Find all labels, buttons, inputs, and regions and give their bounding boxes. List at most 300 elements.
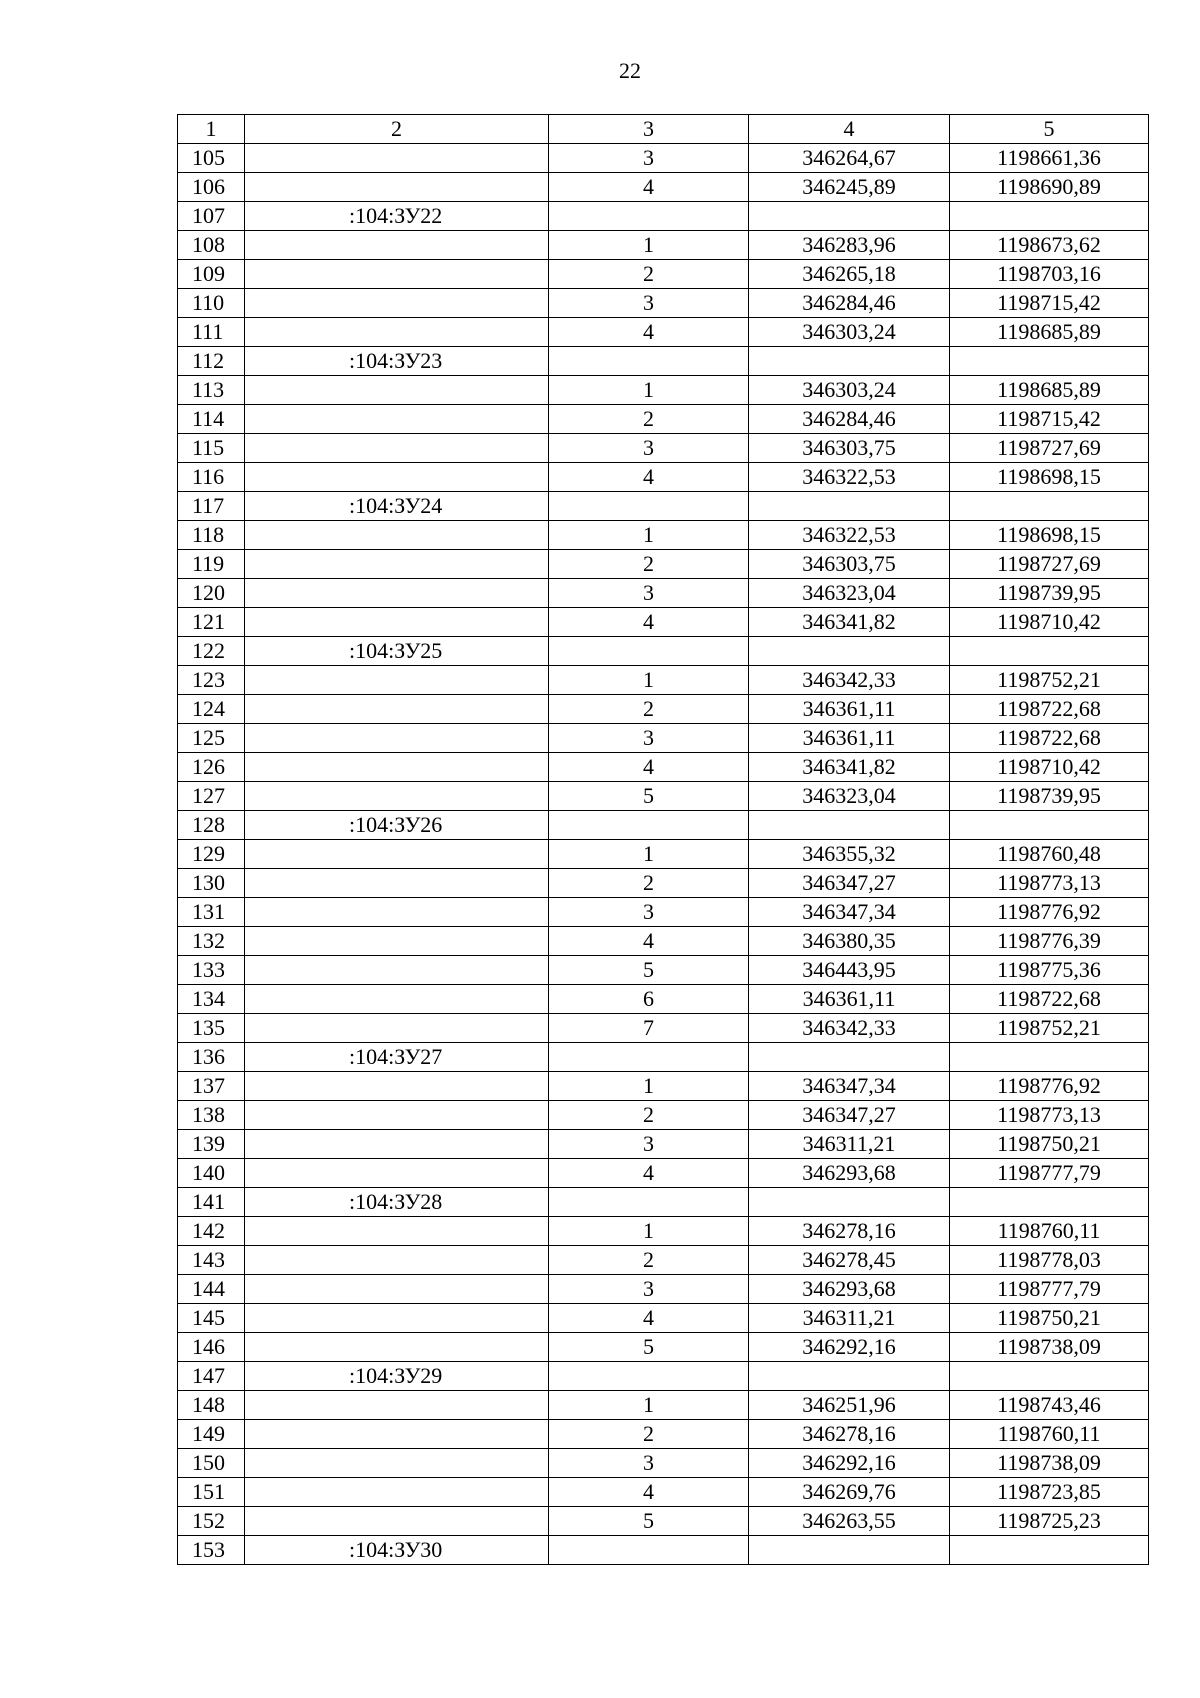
x-coordinate-cell: 346322,53 xyxy=(749,521,950,550)
table-row xyxy=(178,550,1149,579)
table-row xyxy=(178,1246,1149,1275)
parcel-label-cell xyxy=(245,695,549,724)
table-body xyxy=(178,144,1149,1565)
x-coordinate-cell xyxy=(749,637,950,666)
table-row xyxy=(178,753,1149,782)
point-number-cell: 1 xyxy=(549,666,749,695)
table-row xyxy=(178,1478,1149,1507)
row-number-cell: 124 xyxy=(178,695,245,724)
point-number-cell: 4 xyxy=(549,463,749,492)
parcel-label-cell xyxy=(245,1391,549,1420)
row-number-cell: 139 xyxy=(178,1130,245,1159)
table-row xyxy=(178,1217,1149,1246)
row-number-cell: 150 xyxy=(178,1449,245,1478)
table-row xyxy=(178,840,1149,869)
row-number-cell: 141 xyxy=(178,1188,245,1217)
parcel-label-cell xyxy=(245,173,549,202)
y-coordinate-cell xyxy=(950,1536,1149,1565)
row-number-cell: 112 xyxy=(178,347,245,376)
point-number-cell xyxy=(549,492,749,521)
point-number-cell: 4 xyxy=(549,173,749,202)
point-number-cell: 2 xyxy=(549,1246,749,1275)
y-coordinate-cell: 1198775,36 xyxy=(950,956,1149,985)
y-coordinate-cell: 1198750,21 xyxy=(950,1304,1149,1333)
point-number-cell: 1 xyxy=(549,1391,749,1420)
x-coordinate-cell: 346361,11 xyxy=(749,724,950,753)
row-number-cell: 113 xyxy=(178,376,245,405)
y-coordinate-cell: 1198777,79 xyxy=(950,1159,1149,1188)
table-row xyxy=(178,1275,1149,1304)
row-number-cell: 121 xyxy=(178,608,245,637)
row-number-cell: 108 xyxy=(178,231,245,260)
point-number-cell: 3 xyxy=(549,724,749,753)
row-number-cell: 117 xyxy=(178,492,245,521)
parcel-label-cell xyxy=(245,1159,549,1188)
parcel-label-cell: :104:ЗУ23 xyxy=(245,347,549,376)
row-number-cell: 134 xyxy=(178,985,245,1014)
row-number-cell: 133 xyxy=(178,956,245,985)
x-coordinate-cell: 346322,53 xyxy=(749,463,950,492)
parcel-label-cell: :104:ЗУ29 xyxy=(245,1362,549,1391)
x-coordinate-cell: 346303,24 xyxy=(749,376,950,405)
point-number-cell: 3 xyxy=(549,579,749,608)
row-number-cell: 146 xyxy=(178,1333,245,1362)
table-row xyxy=(178,695,1149,724)
x-coordinate-cell: 346292,16 xyxy=(749,1449,950,1478)
parcel-label-cell xyxy=(245,405,549,434)
table-row xyxy=(178,782,1149,811)
point-number-cell: 4 xyxy=(549,1478,749,1507)
point-number-cell: 4 xyxy=(549,753,749,782)
parcel-label-cell xyxy=(245,956,549,985)
point-number-cell: 4 xyxy=(549,318,749,347)
y-coordinate-cell xyxy=(950,1362,1149,1391)
point-number-cell: 1 xyxy=(549,231,749,260)
point-number-cell: 2 xyxy=(549,1101,749,1130)
row-number-cell: 120 xyxy=(178,579,245,608)
x-coordinate-cell xyxy=(749,1362,950,1391)
table-row xyxy=(178,521,1149,550)
table-row xyxy=(178,985,1149,1014)
table-row xyxy=(178,289,1149,318)
x-coordinate-cell xyxy=(749,1536,950,1565)
table-row xyxy=(178,1304,1149,1333)
y-coordinate-cell: 1198773,13 xyxy=(950,1101,1149,1130)
x-coordinate-cell: 346264,67 xyxy=(749,144,950,173)
row-number-cell: 119 xyxy=(178,550,245,579)
x-coordinate-cell: 346347,27 xyxy=(749,1101,950,1130)
y-coordinate-cell xyxy=(950,1188,1149,1217)
y-coordinate-cell: 1198776,92 xyxy=(950,1072,1149,1101)
x-coordinate-cell: 346355,32 xyxy=(749,840,950,869)
parcel-label-cell xyxy=(245,1217,549,1246)
y-coordinate-cell: 1198760,11 xyxy=(950,1217,1149,1246)
row-number-cell: 145 xyxy=(178,1304,245,1333)
page-number: 22 xyxy=(619,58,641,83)
table-row xyxy=(178,637,1149,666)
row-number-cell: 147 xyxy=(178,1362,245,1391)
y-coordinate-cell: 1198727,69 xyxy=(950,550,1149,579)
y-coordinate-cell xyxy=(950,1043,1149,1072)
y-coordinate-cell: 1198773,13 xyxy=(950,869,1149,898)
header-col-3: 3 xyxy=(549,115,749,144)
y-coordinate-cell: 1198777,79 xyxy=(950,1275,1149,1304)
point-number-cell: 1 xyxy=(549,1072,749,1101)
point-number-cell: 5 xyxy=(549,956,749,985)
row-number-cell: 140 xyxy=(178,1159,245,1188)
table-row xyxy=(178,173,1149,202)
y-coordinate-cell: 1198738,09 xyxy=(950,1449,1149,1478)
row-number-cell: 130 xyxy=(178,869,245,898)
y-coordinate-cell: 1198778,03 xyxy=(950,1246,1149,1275)
point-number-cell xyxy=(549,347,749,376)
parcel-label-cell xyxy=(245,376,549,405)
table-row xyxy=(178,1391,1149,1420)
parcel-label-cell xyxy=(245,318,549,347)
y-coordinate-cell: 1198661,36 xyxy=(950,144,1149,173)
row-number-cell: 129 xyxy=(178,840,245,869)
parcel-label-cell xyxy=(245,1420,549,1449)
parcel-label-cell xyxy=(245,231,549,260)
header-col-1: 1 xyxy=(178,115,245,144)
table-row xyxy=(178,1159,1149,1188)
row-number-cell: 114 xyxy=(178,405,245,434)
x-coordinate-cell: 346284,46 xyxy=(749,405,950,434)
x-coordinate-cell: 346292,16 xyxy=(749,1333,950,1362)
row-number-cell: 122 xyxy=(178,637,245,666)
row-number-cell: 127 xyxy=(178,782,245,811)
x-coordinate-cell: 346303,24 xyxy=(749,318,950,347)
y-coordinate-cell: 1198776,92 xyxy=(950,898,1149,927)
y-coordinate-cell xyxy=(950,637,1149,666)
y-coordinate-cell: 1198703,16 xyxy=(950,260,1149,289)
parcel-label-cell xyxy=(245,985,549,1014)
y-coordinate-cell: 1198715,42 xyxy=(950,289,1149,318)
table-row xyxy=(178,956,1149,985)
x-coordinate-cell: 346303,75 xyxy=(749,434,950,463)
parcel-label-cell xyxy=(245,1275,549,1304)
y-coordinate-cell: 1198698,15 xyxy=(950,521,1149,550)
point-number-cell: 4 xyxy=(549,1159,749,1188)
table-row xyxy=(178,1072,1149,1101)
parcel-label-cell xyxy=(245,1478,549,1507)
row-number-cell: 135 xyxy=(178,1014,245,1043)
table-row xyxy=(178,1101,1149,1130)
point-number-cell: 2 xyxy=(549,869,749,898)
x-coordinate-cell xyxy=(749,202,950,231)
point-number-cell: 3 xyxy=(549,289,749,318)
x-coordinate-cell: 346341,82 xyxy=(749,608,950,637)
point-number-cell: 4 xyxy=(549,1304,749,1333)
y-coordinate-cell xyxy=(950,202,1149,231)
x-coordinate-cell: 346361,11 xyxy=(749,695,950,724)
parcel-label-cell xyxy=(245,898,549,927)
table-row xyxy=(178,898,1149,927)
parcel-label-cell xyxy=(245,724,549,753)
y-coordinate-cell: 1198685,89 xyxy=(950,318,1149,347)
row-number-cell: 123 xyxy=(178,666,245,695)
parcel-label-cell xyxy=(245,1449,549,1478)
table-row xyxy=(178,608,1149,637)
row-number-cell: 142 xyxy=(178,1217,245,1246)
table-row xyxy=(178,666,1149,695)
y-coordinate-cell: 1198752,21 xyxy=(950,666,1149,695)
table-row xyxy=(178,1362,1149,1391)
y-coordinate-cell: 1198673,62 xyxy=(950,231,1149,260)
x-coordinate-cell: 346303,75 xyxy=(749,550,950,579)
parcel-label-cell xyxy=(245,434,549,463)
header-col-5: 5 xyxy=(950,115,1149,144)
point-number-cell xyxy=(549,1362,749,1391)
point-number-cell: 3 xyxy=(549,1449,749,1478)
point-number-cell: 2 xyxy=(549,1420,749,1449)
parcel-label-cell xyxy=(245,1304,549,1333)
parcel-label-cell: :104:ЗУ26 xyxy=(245,811,549,840)
y-coordinate-cell: 1198690,89 xyxy=(950,173,1149,202)
parcel-label-cell xyxy=(245,579,549,608)
point-number-cell: 2 xyxy=(549,550,749,579)
point-number-cell: 5 xyxy=(549,1333,749,1362)
row-number-cell: 148 xyxy=(178,1391,245,1420)
x-coordinate-cell: 346265,18 xyxy=(749,260,950,289)
x-coordinate-cell: 346347,34 xyxy=(749,898,950,927)
point-number-cell xyxy=(549,637,749,666)
x-coordinate-cell: 346380,35 xyxy=(749,927,950,956)
table-row xyxy=(178,811,1149,840)
table-row xyxy=(178,579,1149,608)
point-number-cell: 6 xyxy=(549,985,749,1014)
y-coordinate-cell: 1198750,21 xyxy=(950,1130,1149,1159)
row-number-cell: 111 xyxy=(178,318,245,347)
table-row xyxy=(178,260,1149,289)
table-row xyxy=(178,1043,1149,1072)
row-number-cell: 118 xyxy=(178,521,245,550)
y-coordinate-cell: 1198722,68 xyxy=(950,724,1149,753)
parcel-label-cell: :104:ЗУ28 xyxy=(245,1188,549,1217)
header-col-2: 2 xyxy=(245,115,549,144)
parcel-label-cell: :104:ЗУ30 xyxy=(245,1536,549,1565)
parcel-label-cell xyxy=(245,550,549,579)
point-number-cell: 1 xyxy=(549,1217,749,1246)
table-row xyxy=(178,144,1149,173)
point-number-cell: 7 xyxy=(549,1014,749,1043)
table-row xyxy=(178,434,1149,463)
header-col-4: 4 xyxy=(749,115,950,144)
table-row xyxy=(178,1449,1149,1478)
row-number-cell: 149 xyxy=(178,1420,245,1449)
y-coordinate-cell: 1198776,39 xyxy=(950,927,1149,956)
y-coordinate-cell: 1198739,95 xyxy=(950,782,1149,811)
x-coordinate-cell: 346284,46 xyxy=(749,289,950,318)
table-row xyxy=(178,318,1149,347)
row-number-cell: 151 xyxy=(178,1478,245,1507)
row-number-cell: 137 xyxy=(178,1072,245,1101)
point-number-cell: 5 xyxy=(549,782,749,811)
x-coordinate-cell: 346342,33 xyxy=(749,666,950,695)
point-number-cell: 2 xyxy=(549,405,749,434)
x-coordinate-cell: 346323,04 xyxy=(749,782,950,811)
table-row xyxy=(178,376,1149,405)
coordinates-table xyxy=(177,114,1149,1565)
parcel-label-cell xyxy=(245,1101,549,1130)
parcel-label-cell xyxy=(245,1130,549,1159)
table-header-row xyxy=(178,115,1149,144)
row-number-cell: 132 xyxy=(178,927,245,956)
parcel-label-cell xyxy=(245,463,549,492)
parcel-label-cell xyxy=(245,869,549,898)
table-row xyxy=(178,869,1149,898)
x-coordinate-cell: 346347,34 xyxy=(749,1072,950,1101)
x-coordinate-cell: 346293,68 xyxy=(749,1159,950,1188)
row-number-cell: 136 xyxy=(178,1043,245,1072)
table-row xyxy=(178,492,1149,521)
y-coordinate-cell: 1198727,69 xyxy=(950,434,1149,463)
table-row xyxy=(178,1188,1149,1217)
parcel-label-cell xyxy=(245,840,549,869)
y-coordinate-cell: 1198710,42 xyxy=(950,753,1149,782)
y-coordinate-cell: 1198710,42 xyxy=(950,608,1149,637)
table-row xyxy=(178,1333,1149,1362)
parcel-label-cell xyxy=(245,521,549,550)
y-coordinate-cell: 1198739,95 xyxy=(950,579,1149,608)
parcel-label-cell xyxy=(245,1072,549,1101)
table-row xyxy=(178,1420,1149,1449)
parcel-label-cell xyxy=(245,927,549,956)
x-coordinate-cell: 346269,76 xyxy=(749,1478,950,1507)
x-coordinate-cell xyxy=(749,347,950,376)
parcel-label-cell xyxy=(245,144,549,173)
y-coordinate-cell: 1198715,42 xyxy=(950,405,1149,434)
point-number-cell: 3 xyxy=(549,898,749,927)
point-number-cell: 1 xyxy=(549,840,749,869)
x-coordinate-cell xyxy=(749,492,950,521)
point-number-cell: 3 xyxy=(549,144,749,173)
table-row xyxy=(178,463,1149,492)
y-coordinate-cell: 1198698,15 xyxy=(950,463,1149,492)
point-number-cell: 1 xyxy=(549,521,749,550)
parcel-label-cell xyxy=(245,1014,549,1043)
x-coordinate-cell: 346251,96 xyxy=(749,1391,950,1420)
point-number-cell: 3 xyxy=(549,434,749,463)
x-coordinate-cell: 346278,16 xyxy=(749,1217,950,1246)
table-row xyxy=(178,347,1149,376)
x-coordinate-cell: 346443,95 xyxy=(749,956,950,985)
row-number-cell: 144 xyxy=(178,1275,245,1304)
y-coordinate-cell: 1198743,46 xyxy=(950,1391,1149,1420)
y-coordinate-cell: 1198752,21 xyxy=(950,1014,1149,1043)
y-coordinate-cell: 1198760,48 xyxy=(950,840,1149,869)
parcel-label-cell xyxy=(245,289,549,318)
x-coordinate-cell xyxy=(749,1043,950,1072)
x-coordinate-cell: 346323,04 xyxy=(749,579,950,608)
table-row xyxy=(178,1536,1149,1565)
point-number-cell xyxy=(549,1536,749,1565)
y-coordinate-cell xyxy=(950,492,1149,521)
table-row xyxy=(178,202,1149,231)
table-row xyxy=(178,1130,1149,1159)
point-number-cell: 4 xyxy=(549,608,749,637)
parcel-label-cell xyxy=(245,1507,549,1536)
y-coordinate-cell: 1198738,09 xyxy=(950,1333,1149,1362)
table-row xyxy=(178,1014,1149,1043)
row-number-cell: 105 xyxy=(178,144,245,173)
x-coordinate-cell: 346342,33 xyxy=(749,1014,950,1043)
row-number-cell: 106 xyxy=(178,173,245,202)
y-coordinate-cell: 1198685,89 xyxy=(950,376,1149,405)
parcel-label-cell xyxy=(245,1246,549,1275)
table-row xyxy=(178,724,1149,753)
y-coordinate-cell: 1198725,23 xyxy=(950,1507,1149,1536)
point-number-cell xyxy=(549,1188,749,1217)
parcel-label-cell xyxy=(245,753,549,782)
y-coordinate-cell: 1198722,68 xyxy=(950,695,1149,724)
x-coordinate-cell: 346278,16 xyxy=(749,1420,950,1449)
x-coordinate-cell: 346293,68 xyxy=(749,1275,950,1304)
x-coordinate-cell: 346311,21 xyxy=(749,1304,950,1333)
y-coordinate-cell xyxy=(950,347,1149,376)
point-number-cell: 1 xyxy=(549,376,749,405)
table-row xyxy=(178,231,1149,260)
point-number-cell xyxy=(549,811,749,840)
row-number-cell: 107 xyxy=(178,202,245,231)
row-number-cell: 116 xyxy=(178,463,245,492)
row-number-cell: 109 xyxy=(178,260,245,289)
row-number-cell: 126 xyxy=(178,753,245,782)
x-coordinate-cell: 346245,89 xyxy=(749,173,950,202)
parcel-label-cell xyxy=(245,782,549,811)
parcel-label-cell: :104:ЗУ24 xyxy=(245,492,549,521)
x-coordinate-cell: 346347,27 xyxy=(749,869,950,898)
parcel-label-cell xyxy=(245,666,549,695)
row-number-cell: 152 xyxy=(178,1507,245,1536)
point-number-cell: 2 xyxy=(549,260,749,289)
row-number-cell: 153 xyxy=(178,1536,245,1565)
point-number-cell xyxy=(549,1043,749,1072)
point-number-cell: 2 xyxy=(549,695,749,724)
x-coordinate-cell xyxy=(749,811,950,840)
parcel-label-cell xyxy=(245,1333,549,1362)
parcel-label-cell: :104:ЗУ27 xyxy=(245,1043,549,1072)
point-number-cell: 5 xyxy=(549,1507,749,1536)
row-number-cell: 115 xyxy=(178,434,245,463)
parcel-label-cell: :104:ЗУ25 xyxy=(245,637,549,666)
point-number-cell: 4 xyxy=(549,927,749,956)
table-row xyxy=(178,405,1149,434)
row-number-cell: 128 xyxy=(178,811,245,840)
row-number-cell: 138 xyxy=(178,1101,245,1130)
row-number-cell: 131 xyxy=(178,898,245,927)
x-coordinate-cell: 346283,96 xyxy=(749,231,950,260)
x-coordinate-cell: 346361,11 xyxy=(749,985,950,1014)
point-number-cell xyxy=(549,202,749,231)
x-coordinate-cell: 346263,55 xyxy=(749,1507,950,1536)
y-coordinate-cell: 1198723,85 xyxy=(950,1478,1149,1507)
x-coordinate-cell: 346278,45 xyxy=(749,1246,950,1275)
parcel-label-cell xyxy=(245,260,549,289)
point-number-cell: 3 xyxy=(549,1275,749,1304)
y-coordinate-cell: 1198760,11 xyxy=(950,1420,1149,1449)
x-coordinate-cell: 346311,21 xyxy=(749,1130,950,1159)
y-coordinate-cell xyxy=(950,811,1149,840)
x-coordinate-cell xyxy=(749,1188,950,1217)
table-row xyxy=(178,1507,1149,1536)
x-coordinate-cell: 346341,82 xyxy=(749,753,950,782)
parcel-label-cell: :104:ЗУ22 xyxy=(245,202,549,231)
point-number-cell: 3 xyxy=(549,1130,749,1159)
parcel-label-cell xyxy=(245,608,549,637)
row-number-cell: 143 xyxy=(178,1246,245,1275)
row-number-cell: 125 xyxy=(178,724,245,753)
